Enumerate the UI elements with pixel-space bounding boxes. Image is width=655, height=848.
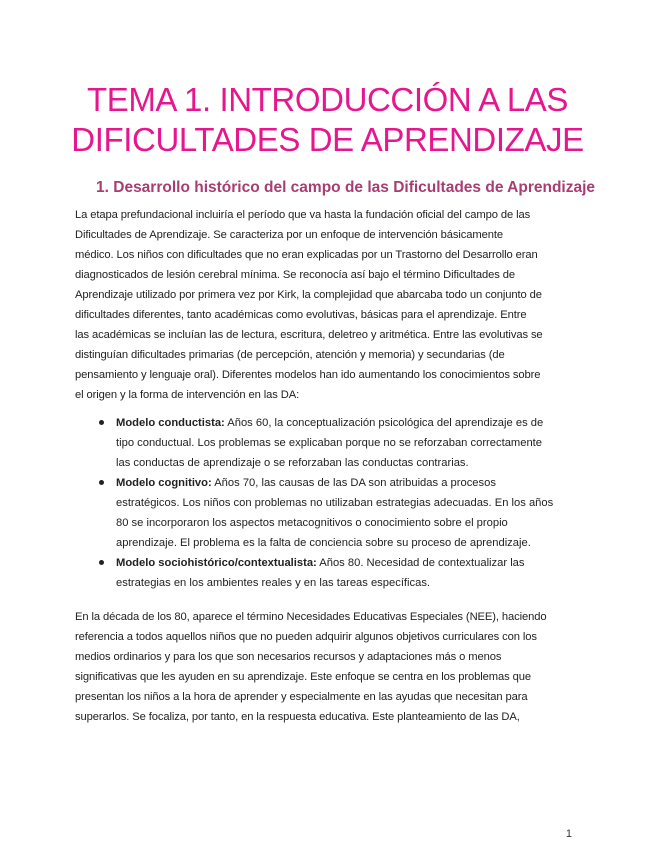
text-line: aprendizaje. El problema es la falta de conciencia sobre su proceso de aprendizaje. xyxy=(116,537,531,549)
text-line: estratégicos. Los niños con problemas no utilizaban estrategias adecuadas. En los años xyxy=(116,497,554,509)
list-item xyxy=(75,413,595,473)
text-line: referencia a todos aquellos niños que no pueden adquirir algunos objetivos curriculares con los xyxy=(75,631,537,643)
text-line: médico. Los niños con dificultades que no eran explicadas por un Trastorno del Desarrollo eran xyxy=(75,249,538,261)
text-line: diagnosticados de lesión cerebral mínima. Se reconocía así bajo el término Dificultades de xyxy=(75,269,515,281)
models-list xyxy=(75,413,595,593)
text-line xyxy=(116,413,595,433)
page-number: 1 xyxy=(565,828,572,840)
document-title xyxy=(0,80,655,160)
text-line: dificultades diferentes, tanto académicas como evolutivas, básicas para el aprendizaje. Entre xyxy=(75,309,527,321)
section-heading xyxy=(96,176,595,200)
text-line: Aprendizaje utilizado por primera vez por Kirk, la complejidad que abarcaba todo un conjunto de xyxy=(75,289,542,301)
text-line: Dificultades de Aprendizaje. Se caracteriza por un enfoque de intervención básicamente xyxy=(75,229,503,241)
title-line: DIFICULTADES DE APRENDIZAJE xyxy=(71,121,584,158)
list-item xyxy=(75,553,595,593)
bullet-icon xyxy=(99,420,104,425)
text-line: presentan los niños a la hora de aprender y especialmente en las ayudas que necesitan para xyxy=(75,691,528,703)
bullet-icon xyxy=(99,560,104,565)
bullet-text: Años 70, las causas de las DA son atribuidas a procesos xyxy=(211,477,496,489)
text-line: superarlos. Se focaliza, por tanto, en la respuesta educativa. Este planteamiento de las DA, xyxy=(75,711,520,723)
text-line: La etapa prefundacional incluiría el período que va hasta la fundación oficial del campo de las xyxy=(75,209,531,221)
text-line: tipo conductual. Los problemas se explicaban porque no se reforzaban correctamente xyxy=(116,437,543,449)
section-heading-text: Desarrollo histórico del campo de las Dificultades de Aprendizaje xyxy=(113,179,596,196)
text-line: el origen y la forma de intervención en las DA: xyxy=(75,389,300,401)
text-line: estrategias en los ambientes reales y en las tareas específicas. xyxy=(116,577,431,589)
text-line: significativas que les ayuden en su aprendizaje. Este enfoque se centra en los problemas que xyxy=(75,671,531,683)
text-line: medios ordinarios y para los que son necesarios recursos y adaptaciones más o menos xyxy=(75,651,502,663)
text-line: las académicas se incluían las de lectura, escritura, deletreo y aritmética. Entre las evolutivas se xyxy=(75,329,543,341)
text-line xyxy=(116,473,595,493)
bullet-term: Modelo conductista: xyxy=(116,417,225,429)
bullet-text: Años 80. Necesidad de contextualizar las xyxy=(316,557,525,569)
text-line xyxy=(116,553,595,573)
text-line: En la década de los 80, aparece el término Necesidades Educativas Especiales (NEE), haciendo xyxy=(75,611,547,623)
bullet-term: Modelo cognitivo: xyxy=(116,477,212,489)
text-line: pensamiento y lenguaje oral). Diferentes modelos han ido aumentando los conocimientos sobre xyxy=(75,369,541,381)
text-line: 80 se incorporaron los aspectos metacognitivos o conocimiento sobre el propio xyxy=(116,517,508,529)
paragraph-nee xyxy=(75,607,585,727)
paragraph-intro xyxy=(75,205,585,405)
section-number: 1. xyxy=(96,179,109,196)
text-line: distinguían dificultades primarias (de percepción, atención y memoria) y secundarias (de xyxy=(75,349,505,361)
bullet-term: Modelo sociohistórico/contextualista: xyxy=(116,557,317,569)
bullet-icon xyxy=(99,480,104,485)
list-item xyxy=(75,473,595,553)
bullet-text: Años 60, la conceptualización psicológica del aprendizaje es de xyxy=(224,417,544,429)
title-line: TEMA 1. INTRODUCCIÓN A LAS xyxy=(86,81,569,118)
text-line: las conductas de aprendizaje o se reforzaban las conductas contrarias. xyxy=(116,457,469,469)
